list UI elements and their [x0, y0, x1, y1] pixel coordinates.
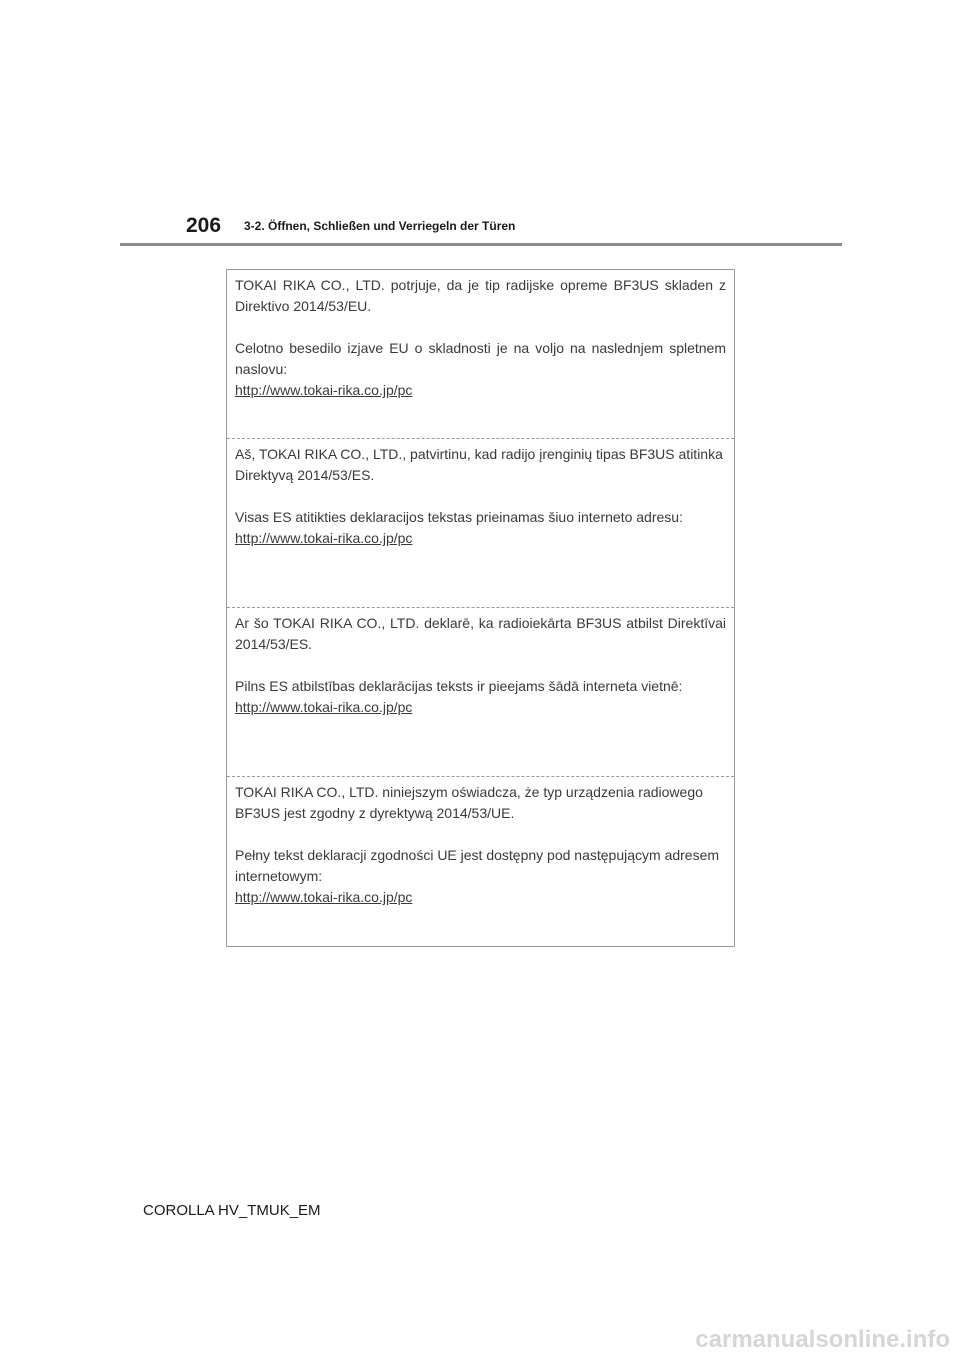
watermark: carmanualsonline.info	[695, 1326, 950, 1353]
paragraph-gap	[235, 317, 726, 338]
paragraph-gap	[235, 824, 726, 845]
paragraph-gap	[235, 655, 726, 676]
declaration-box	[226, 269, 735, 947]
declaration-availability: Pilns ES atbilstības deklarācijas teksts ir pieejams šādā interneta vietnē:	[235, 678, 683, 694]
declaration-block-latvian	[227, 608, 734, 777]
declaration-url-link[interactable]: http://www.tokai-rika.co.jp/pc	[235, 699, 413, 715]
declaration-availability: Pełny tekst deklaracji zgodności UE jest dostępny pod następującym adresem internetowym:	[235, 847, 720, 884]
section-title: 3-2. Öffnen, Schließen und Verriegeln der Türen	[244, 219, 516, 233]
paragraph-gap	[235, 486, 726, 507]
footer-model-code: COROLLA HV_TMUK_EM	[143, 1202, 321, 1219]
declaration-block-slovenian	[227, 270, 734, 439]
declaration-statement: Aš, TOKAI RIKA CO., LTD., patvirtinu, kad radijo įrenginių tipas BF3US atitinka Direktyvą 2014/53/ES.	[235, 446, 723, 483]
declaration-availability: Celotno besedilo izjave EU o skladnosti je na voljo na naslednjem spletnem naslovu:	[235, 340, 726, 377]
declaration-availability: Visas ES atitikties deklaracijos tekstas prieinamas šiuo interneto adresu:	[235, 509, 683, 525]
declaration-statement: TOKAI RIKA CO., LTD. niniejszym oświadcza, że typ urządzenia radiowego BF3US jest zgodny z dyrektywą 2014/53/UE.	[235, 784, 703, 821]
header-rule	[120, 243, 842, 246]
declaration-statement: TOKAI RIKA CO., LTD. potrjuje, da je tip radijske opreme BF3US skladen z Direktivo 2014/53/EU.	[235, 277, 726, 314]
declaration-block-polish	[227, 777, 734, 946]
declaration-url-link[interactable]: http://www.tokai-rika.co.jp/pc	[235, 382, 413, 398]
declaration-block-lithuanian	[227, 439, 734, 608]
declaration-url-link[interactable]: http://www.tokai-rika.co.jp/pc	[235, 530, 413, 546]
declaration-statement: Ar šo TOKAI RIKA CO., LTD. deklarē, ka radioiekārta BF3US atbilst Direktīvai 2014/53/ES.	[235, 615, 726, 652]
page-number: 206	[186, 214, 222, 237]
declaration-url-link[interactable]: http://www.tokai-rika.co.jp/pc	[235, 889, 413, 905]
